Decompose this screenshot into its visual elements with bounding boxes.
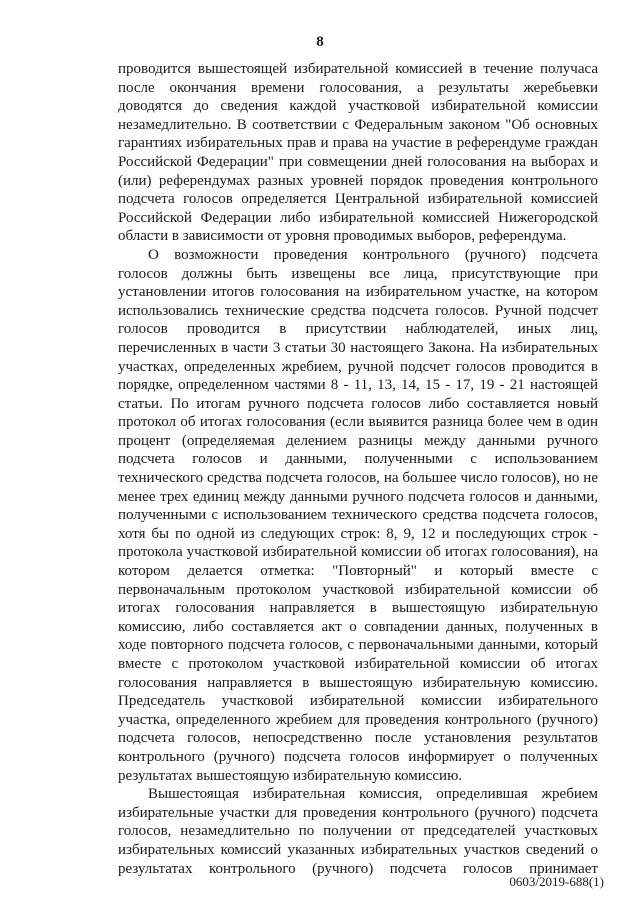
text-line: хотя бы по одной из следующих строк: 8, 9, 12 и последующих строк - [118,525,598,542]
text-line: Председатель участковой избирательной комиссии избирательного [118,693,598,710]
text-line: участках, определенных жребием, ручной подсчет голосов проводится в [118,358,598,375]
text-line: голосования направляется в вышестоящую избирательную комиссию. [118,674,598,691]
text-line: участка, определенного жребием для проведения контрольного (ручного) [118,711,598,728]
document-body [118,60,598,878]
text-line: статьи. По итогам ручного подсчета голосов либо составляется новый [118,395,598,412]
text-line: протокол об итогах голосования (если выявится разница более чем в один [118,414,598,431]
text-line: полученными с использованием технического средства подсчета голосов, [118,507,598,524]
text-line: проводится вышестоящей избирательной комиссией в течение получаса [118,61,598,77]
text-line: О возможности проведения контрольного (ручного) подсчета [148,246,598,263]
text-line: доводятся до сведения каждой участковой избирательной комиссии [118,98,598,115]
text-line: первоначальным протоколом участковой избирательной комиссии об [118,581,598,598]
text-line: подсчета голосов и данными, полученными с использованием [118,451,598,468]
text-line: избирательные участки для проведения контрольного (ручного) подсчета [118,804,598,821]
text-line: перечисленных в части 3 статьи 30 настоящего Закона. На избирательных [118,339,598,356]
text-line: результатах контрольного (ручного) подсчета голосов принимает [118,860,598,877]
text-line: процент (определяемая делением разницы между данными ручного [118,432,598,449]
text-line: Вышестоящая избирательная комиссия, определившая жребием [148,786,598,803]
text-line: протокола участковой избирательной комиссии об итогах голосования), на [118,544,598,561]
text-line: избирательных комиссий указанных избирательных участков сведений о [118,841,598,858]
text-line: Российской Федерации либо избирательной комиссией Нижегородской [118,209,598,226]
text-line: котором делается отметка: "Повторный" и который вместе с [118,563,598,580]
text-line: (или) референдумах разных уровней порядок проведения контрольного [118,172,598,189]
text-line: голосов, незамедлительно по получении от председателей участковых [118,823,598,840]
text-line: использовались технические средства подсчета голосов. Ручной подсчет [118,302,598,319]
text-line: подсчета голосов определяется Центральной избирательной комиссией [118,191,598,208]
text-line: установлении итогов голосования на избирательном участке, на котором [118,284,598,301]
text-line: гарантиях избирательных прав и права на участие в референдуме граждан [118,135,598,152]
text-line: технического средства подсчета голосов, на большее число голосов), но не [118,470,598,487]
text-line: менее трех единиц между данными ручного подсчета голосов и данными, [118,488,598,505]
text-line: результатах вышестоящую избирательную комиссию. [118,767,463,784]
text-line: голосов проводится в присутствии наблюдателей, иных лиц, [118,321,598,338]
text-line: голосов должны быть извещены все лица, присутствующие при [118,265,598,282]
text-line: комиссию, либо составляется акт о совпадении данных, полученных в [118,618,598,635]
text-line: порядке, определенном частями 8 - 11, 13, 14, 15 - 17, 19 - 21 настоящей [118,377,598,394]
text-line: ходе повторного подсчета голосов, с первоначальными данными, который [118,637,598,654]
text-line: области в зависимости от уровня проводимых выборов, референдума. [118,228,567,245]
text-line: после окончания времени голосования, а результаты жеребьевки [118,79,598,96]
text-line: незамедлительно. В соответствии с Федеральным законом "Об основных [118,116,598,133]
text-line: подсчета голосов, непосредственно после установления результатов [118,730,598,747]
page-number: 8 [316,34,324,50]
text-line: Российской Федерации" при совмещении дней голосования на выборах и [118,153,598,170]
document-code: 0603/2019-688(1) [509,874,604,889]
text-line: итогах голосования направляется в вышестоящую избирательную [118,600,598,617]
text-line: контрольного (ручного) подсчета голосов информирует о полученных [118,748,598,765]
text-line: вместе с протоколом участковой избирательной комиссии об итогах [118,656,598,672]
